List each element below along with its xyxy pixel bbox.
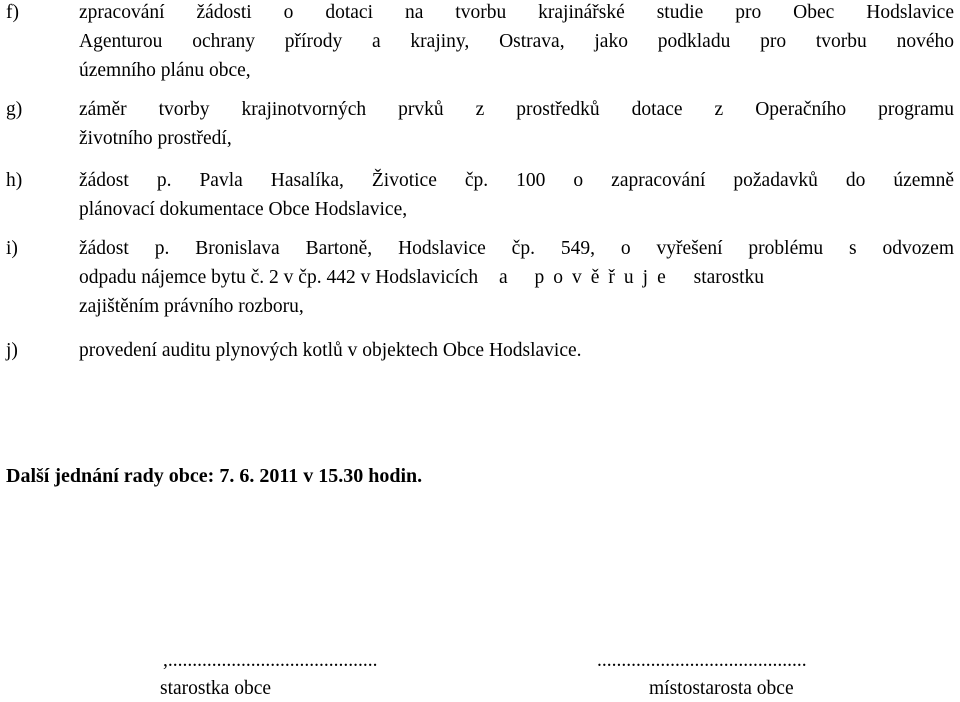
item-text-line: žádost p. Bronislava Bartoně, Hodslavice čp. 549, o vyřešení problému s odvozem bbox=[79, 238, 954, 259]
item-text-line: plánovací dokumentace Obce Hodslavice, bbox=[79, 199, 408, 220]
signature-left-dots: ,........................................... bbox=[163, 650, 378, 671]
item-text-gap-word: a bbox=[498, 267, 508, 288]
item-text-line-spaced bbox=[79, 263, 954, 292]
item-text-segment: odpadu nájemce bytu č. 2 v čp. 442 v Hodslavicích bbox=[79, 267, 479, 288]
item-text-line: provedení auditu plynových kotlů v objektech Obce Hodslavice. bbox=[79, 340, 582, 361]
item-text-segment: starostku bbox=[693, 267, 765, 288]
signature-right-label: místostarosta obce bbox=[649, 678, 794, 699]
item-text-line: zajištěním právního rozboru, bbox=[79, 296, 304, 317]
item-marker: j) bbox=[6, 340, 18, 361]
item-text-line: záměr tvorby krajinotvorných prvků z prostředků dotace z Operačního programu bbox=[79, 99, 954, 120]
item-text-line: zpracování žádosti o dotaci na tvorbu krajinářské studie pro Obec Hodslavice bbox=[79, 2, 954, 23]
item-text-line: Agenturou ochrany přírody a krajiny, Ostrava, jako podkladu pro tvorbu nového bbox=[79, 31, 954, 52]
item-marker: i) bbox=[6, 238, 18, 259]
signature-right-dots: ........................................... bbox=[597, 650, 807, 671]
next-meeting-note: Další jednání rady obce: 7. 6. 2011 v 15.30 hodin. bbox=[6, 465, 423, 487]
item-text-line: životního prostředí, bbox=[79, 128, 232, 149]
signature-left-label: starostka obce bbox=[160, 678, 272, 699]
item-marker: f) bbox=[6, 2, 19, 23]
item-text-emphasis: pověřuje bbox=[534, 267, 675, 288]
item-text-line: územního plánu obce, bbox=[79, 60, 251, 81]
item-marker: h) bbox=[6, 170, 23, 191]
item-marker: g) bbox=[6, 99, 23, 120]
item-text-line: žádost p. Pavla Hasalíka, Životice čp. 100 o zapracování požadavků do územně bbox=[79, 170, 954, 191]
